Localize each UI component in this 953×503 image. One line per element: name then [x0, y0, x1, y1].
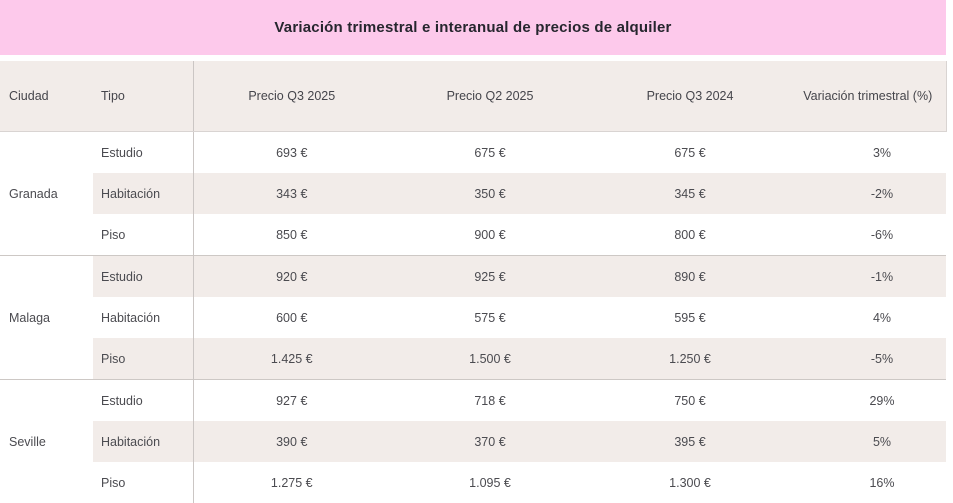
price-q3-2024-cell: 890 €: [590, 256, 790, 298]
col-header-tipo: Tipo: [93, 61, 193, 132]
table-row-malaga-estudio: [0, 256, 946, 298]
table-row-seville-estudio: [0, 380, 946, 422]
variation-cell: -1%: [790, 256, 946, 298]
page-title: Variación trimestral e interanual de precios de alquiler: [274, 19, 671, 36]
tipo-cell: Estudio: [93, 380, 193, 422]
variation-cell: -6%: [790, 214, 946, 256]
variation-cell: -5%: [790, 338, 946, 380]
price-q3-2025-cell: 920 €: [193, 256, 390, 298]
table-row-granada-piso: [0, 214, 946, 256]
tipo-cell: Habitación: [93, 421, 193, 462]
table-row-malaga-piso: [0, 338, 946, 380]
price-q2-2025-cell: 1.095 €: [390, 462, 590, 503]
tipo-cell: Habitación: [93, 297, 193, 338]
price-q3-2025-cell: 693 €: [193, 132, 390, 174]
city-cell-malaga: Malaga: [0, 256, 93, 380]
price-q3-2024-cell: 1.250 €: [590, 338, 790, 380]
price-q2-2025-cell: 1.500 €: [390, 338, 590, 380]
col-header-ciudad: Ciudad: [0, 61, 93, 132]
table-row-granada-estudio: [0, 132, 946, 174]
variation-cell: 3%: [790, 132, 946, 174]
price-q3-2024-cell: 395 €: [590, 421, 790, 462]
variation-cell: 4%: [790, 297, 946, 338]
price-q3-2025-cell: 927 €: [193, 380, 390, 422]
price-q3-2024-cell: 1.300 €: [590, 462, 790, 503]
price-q3-2024-cell: 750 €: [590, 380, 790, 422]
city-cell-granada: Granada: [0, 132, 93, 256]
variation-cell: 16%: [790, 462, 946, 503]
price-q2-2025-cell: 675 €: [390, 132, 590, 174]
table-row-seville-piso: [0, 462, 946, 503]
price-q2-2025-cell: 575 €: [390, 297, 590, 338]
table-row-granada-habitacion: [0, 173, 946, 214]
price-q3-2025-cell: 343 €: [193, 173, 390, 214]
price-q3-2025-cell: 600 €: [193, 297, 390, 338]
title-banner: [0, 0, 946, 55]
price-q2-2025-cell: 900 €: [390, 214, 590, 256]
price-q3-2024-cell: 345 €: [590, 173, 790, 214]
rental-price-table: [0, 61, 947, 503]
col-header-precio-q3-2024: Precio Q3 2024: [590, 61, 790, 132]
price-q3-2025-cell: 850 €: [193, 214, 390, 256]
price-q3-2024-cell: 800 €: [590, 214, 790, 256]
tipo-cell: Piso: [93, 338, 193, 380]
price-q3-2024-cell: 675 €: [590, 132, 790, 174]
price-q3-2025-cell: 390 €: [193, 421, 390, 462]
tipo-cell: Estudio: [93, 256, 193, 298]
variation-cell: -2%: [790, 173, 946, 214]
price-q2-2025-cell: 350 €: [390, 173, 590, 214]
tipo-cell: Habitación: [93, 173, 193, 214]
tipo-cell: Piso: [93, 214, 193, 256]
col-header-precio-q3-2025: Precio Q3 2025: [193, 61, 390, 132]
table-row-seville-habitacion: [0, 421, 946, 462]
table-row-malaga-habitacion: [0, 297, 946, 338]
variation-cell: 5%: [790, 421, 946, 462]
price-q2-2025-cell: 718 €: [390, 380, 590, 422]
col-header-variacion-trimestral: Variación trimestral (%): [790, 61, 946, 132]
header-row: [0, 61, 946, 132]
variation-cell: 29%: [790, 380, 946, 422]
tipo-cell: Estudio: [93, 132, 193, 174]
city-cell-seville: Seville: [0, 380, 93, 503]
price-q3-2025-cell: 1.425 €: [193, 338, 390, 380]
col-header-precio-q2-2025: Precio Q2 2025: [390, 61, 590, 132]
price-q3-2024-cell: 595 €: [590, 297, 790, 338]
tipo-cell: Piso: [93, 462, 193, 503]
price-q3-2025-cell: 1.275 €: [193, 462, 390, 503]
price-q2-2025-cell: 370 €: [390, 421, 590, 462]
price-q2-2025-cell: 925 €: [390, 256, 590, 298]
